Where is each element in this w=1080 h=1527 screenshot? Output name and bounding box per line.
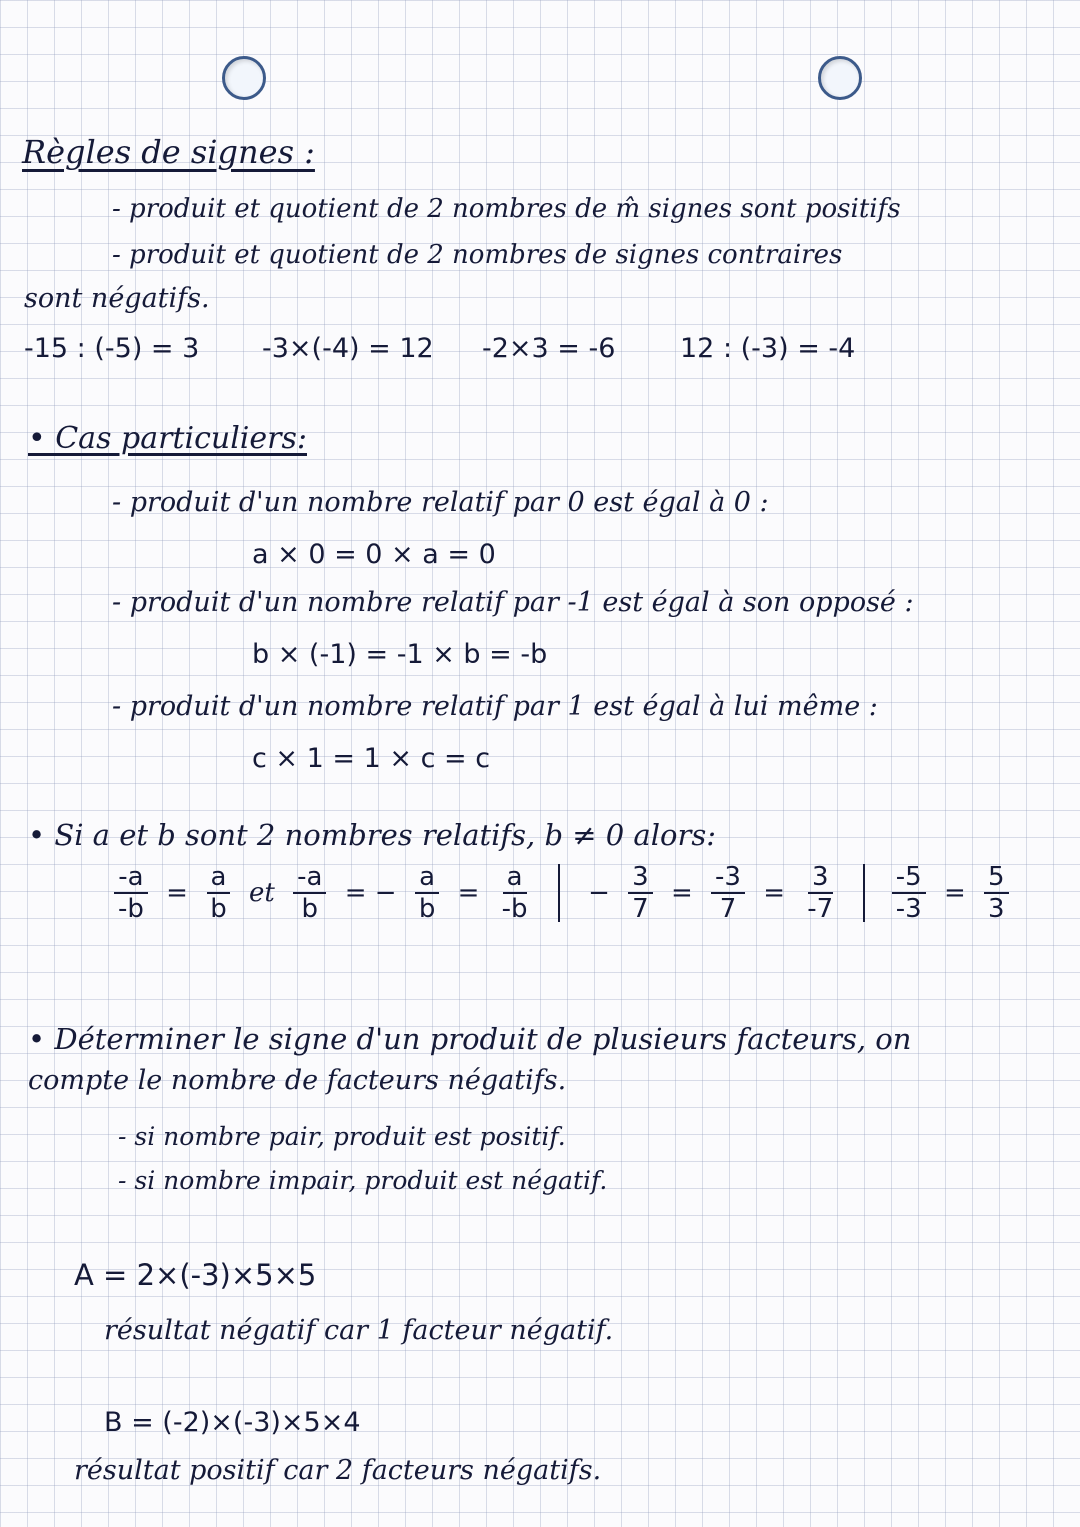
fraction-3-neg7 xyxy=(803,862,837,924)
rule-opposite-signs-end: sont négatifs. xyxy=(24,283,210,314)
denominator: b xyxy=(301,894,319,924)
zero-rule: - produit d'un nombre relatif par 0 est égal à 0 : xyxy=(112,487,769,518)
denominator: -b xyxy=(118,894,144,924)
product-sign-rule-line1: • Déterminer le signe d'un produit de plusieurs facteurs, on xyxy=(28,1022,912,1056)
denominator: -7 xyxy=(807,894,834,924)
numerator: -5 xyxy=(892,862,926,894)
binder-hole-left xyxy=(222,56,266,100)
numerator: -3 xyxy=(711,862,745,894)
fraction-a-b xyxy=(206,862,231,924)
numerator: 3 xyxy=(628,862,653,894)
numerator: -a xyxy=(114,862,147,894)
even-count-rule: - si nombre pair, produit est positif. xyxy=(118,1122,566,1151)
numerator: a xyxy=(503,862,527,894)
minus-one-rule: - produit d'un nombre relatif par -1 est égal à son opposé : xyxy=(112,587,914,618)
rule-same-signs: - produit et quotient de 2 nombres de m̂ signes sont positifs xyxy=(112,194,901,224)
example-division-1: -15 : (-5) = 3 xyxy=(24,333,200,364)
numerator: a xyxy=(415,862,439,894)
binder-hole-right xyxy=(818,56,862,100)
fraction-a-b-negated xyxy=(415,862,440,924)
product-sign-rule-line2: compte le nombre de facteurs négatifs. xyxy=(28,1065,567,1096)
denominator: 7 xyxy=(719,894,737,924)
denominator: 3 xyxy=(988,894,1005,924)
example-product-2: -2×3 = -6 xyxy=(482,333,616,364)
one-rule: - produit d'un nombre relatif par 1 est égal à lui même : xyxy=(112,691,878,722)
fraction-neg5-neg3 xyxy=(892,862,926,924)
example-a-formula: A = 2×(-3)×5×5 xyxy=(74,1258,317,1292)
special-cases-title: • Cas particuliers: xyxy=(28,421,307,456)
zero-formula: a × 0 = 0 × a = 0 xyxy=(252,539,496,570)
denominator: 7 xyxy=(632,894,649,924)
separator xyxy=(558,864,560,922)
example-b-result: résultat positif car 2 facteurs négatifs. xyxy=(74,1455,602,1486)
example-a-result: résultat négatif car 1 facteur négatif. xyxy=(104,1315,614,1346)
fraction-3-7 xyxy=(628,862,653,924)
separator xyxy=(863,864,865,922)
quotient-fractions: $\frac{-a}{-b}$ = $\frac{a}{b}$ et $\frac{-a}{b}$ = − $\frac{a}{b}$ = $\frac{a}{-b}$ − $\frac{3}{7}$ = $\frac{-3}{7}$ = $\frac{3}{-7}$ $\frac{-5}{-3}$ = $\frac{5}{3}$ xyxy=(110,862,1013,924)
and-word: et xyxy=(249,878,275,908)
fraction-a-neg-b xyxy=(498,862,532,924)
denominator: b xyxy=(210,894,227,924)
numerator: a xyxy=(207,862,231,894)
example-b-formula: B = (-2)×(-3)×5×4 xyxy=(104,1407,361,1438)
denominator: -3 xyxy=(895,894,922,924)
example-division-2: 12 : (-3) = -4 xyxy=(680,333,856,364)
fraction-neg3-7 xyxy=(711,862,745,924)
denominator: -b xyxy=(501,894,528,924)
minus-one-formula: b × (-1) = -1 × b = -b xyxy=(252,639,548,670)
fraction-neg-a-b xyxy=(293,862,326,924)
fraction-5-3 xyxy=(984,862,1009,924)
one-formula: c × 1 = 1 × c = c xyxy=(252,743,491,774)
page-title: Règles de signes : xyxy=(22,133,315,171)
rule-opposite-signs: - produit et quotient de 2 nombres de signes contraires xyxy=(112,240,843,270)
odd-count-rule: - si nombre impair, produit est négatif. xyxy=(118,1166,608,1195)
fraction-neg-a-neg-b xyxy=(114,862,148,924)
quotient-rule-intro: • Si a et b sont 2 nombres relatifs, b ≠ 0 alors: xyxy=(28,818,716,852)
numerator: 5 xyxy=(984,862,1009,894)
numerator: 3 xyxy=(808,862,833,894)
denominator: b xyxy=(418,894,436,924)
example-product-1: -3×(-4) = 12 xyxy=(262,333,434,364)
numerator: -a xyxy=(293,862,326,894)
